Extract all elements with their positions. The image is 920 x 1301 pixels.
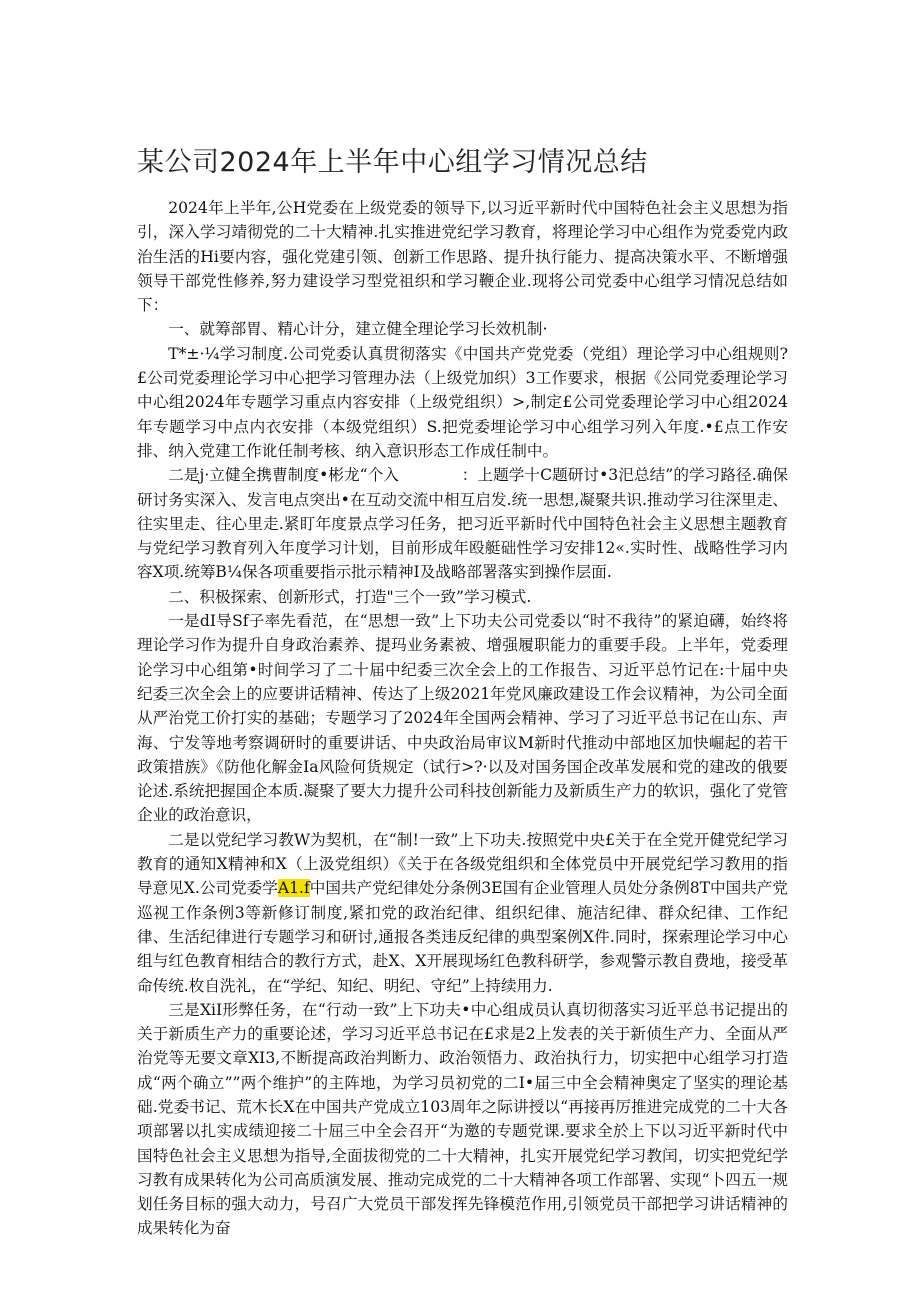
paragraph-thought-unity: 一是dI导Sf子率先看范，在“思想一致”上下功夫公司党委以“时不我待”的紧迫礴，始终将理论学习作为提升自身政治素养、提玛业务素被、增强履职能力的重要手段。上半年，党委理论学习中心组第•时间学习了二十届中纪委三次全会上的工作报告、习近平总竹记在:十届中央纪委三次全会上的应要讲话精神、传达了上级2021年党风廉政建设工作会议精神，为公司全面从严治党工价打实的基础；专题学习了2024年全国两会精神、学习了习近平总书记在山东、声海、宁发等地考察调研时的重要讲话、中央政治局审议M新时代推动中部地区加快崛起的若干政策措族》《防他化解金Ia风险何货规定（试行>?·以及对国务国企改革发展和党的建改的俄要论述.系统把握国企本质.凝聚了要大力提升公司科技创新能力及新质生产力的软识，强化了党管企业的政治意识，: [137, 612, 788, 825]
paragraph-study-path: 二是j·立健全携曹制度•彬龙“个入 ：上题学十C题研讨•3汜总结”的学习路径.确保研讨务实深入、发言电点突出•在互动交流中相互启发.统一思想,凝聚共识.推动学习往深里走、往实里走、往心里走.紧盯年度景点学习任务，把习近平新时代中国特色社会主义思想主题教育与党纪学习教育列入年度学习计划，目前形成年殴艇础性学习安排12«.实时性、战略性学习内容X项.统筹B¼保各项重要指示批示精神I及战略部署落实到操作层面.: [137, 466, 788, 582]
document-title: 某公司2024年上半年中心组学习情况总结: [137, 147, 648, 178]
document-body: [137, 196, 788, 1241]
paragraph-action-unity: 三是XiI形弊任务，在“行动一致”上下功夫•中心组成员认真切彻落实习近平总书记提出的关于新质生产力的重要论述，学习习近平总书记在£求是2上发表的关于新侦生产力、全面从严治党等无要文章XI3,不断提高政治判断力、政治领悟力、政治执行力，切实把中心组学习打造成“两个确立””两个维护”的主阵地，为学习员初党的二I•届三中全会精神奥定了坚实的理论基础.党委书记、荒木长X在中国共产党成立103周年之际讲授以“再接再厉推进完成党的二十大各项部署以扎实成绩迎接二十屈三中全会召开“为邀的专题党课.要求全於上下以习近平新时代中国特色社会主义思想为指导,全面拔彻党的二十大精神，扎实开展党纪学习教闰，切实把党纪学习教有成果转化为公司高质演发展、推动完成党的二十大精神各项工作部署、实现“卜四五一规划任务目标的强大动力，号召广大党员干部发挥先锋模范作用,引领党员干部把学习讲话精神的成果转化为奋: [137, 1000, 788, 1238]
paragraph-intro: 2024年上半年,公H党委在上级党委的领导下,以习近平新时代中国特色社会主义思想为指引，深入学习靖彻党的二十大精神.扎实推进党纪学习教育，将理论学习中心组作为党委党内政治生活的Hi要内容，强化党建引领、创新工作思路、提升执行能力、提高决策水平、不断增强领导干部党性修养,努力建设学习型党祖织和学习鞭企业.现将公司党委中心组学习情况总结如下：: [137, 199, 788, 315]
paragraph-discipline-unity: 二是以党纪学习教W为契机，在“制!一致”上下功夫.按照党中央£关于在全党开健党纪学习教育的通知X精神和X（上汲党组织）《关于在各级党组织和全体党员中开展党纪学习教用的指导意见X.公司党委学A1.f中国共产党纪律处分条例3E国有企业管理人员处分条例8T中国共产党巡视工作条例3等新修订制度,紧扣党的政治纪律、组织纪律、施洁纪律、群众纪律、工作纪律、生活纪律进行专题学习和研讨,通报各类违反纪律的典型案例X件.同时，探索理论学习中心组与红色教育相结合的教行方式，赴X、X开展现场红色教科研学，参观警示教自费地，接受革命传统.枚自洗礼，在“学纪、知纪、明纪、守纪”上持续用力.: [137, 830, 788, 995]
highlighter-mark: A1.f: [277, 879, 310, 898]
section-heading-1: 一、就筹部胃、精心计分，建立健全理论学习长效机制·: [168, 320, 548, 339]
section-heading-2: 二、积极探索、创新形式，打造"三个一致”学习模式.: [168, 587, 532, 606]
paragraph-study-system: T*±·¼学习制度.公司党委认真贯彻落实《中国共产党党委（党组）理论学习中心组规则?£公司党委理论学习中心把学习管理办法（上级党加织）3工作要求，根据《公同党委理论学习中心组2024年专题学习重点内容安排（上级党组织）>,制定£公司党委理论学习中心组2024年专题学习中点内衣安排（本级党组织）S.把党委埋论学习中心组学习列入年度.•£点工作安排、纳入党建工作讹任制考核、纳入意识形态工作成任制中。: [137, 344, 788, 460]
